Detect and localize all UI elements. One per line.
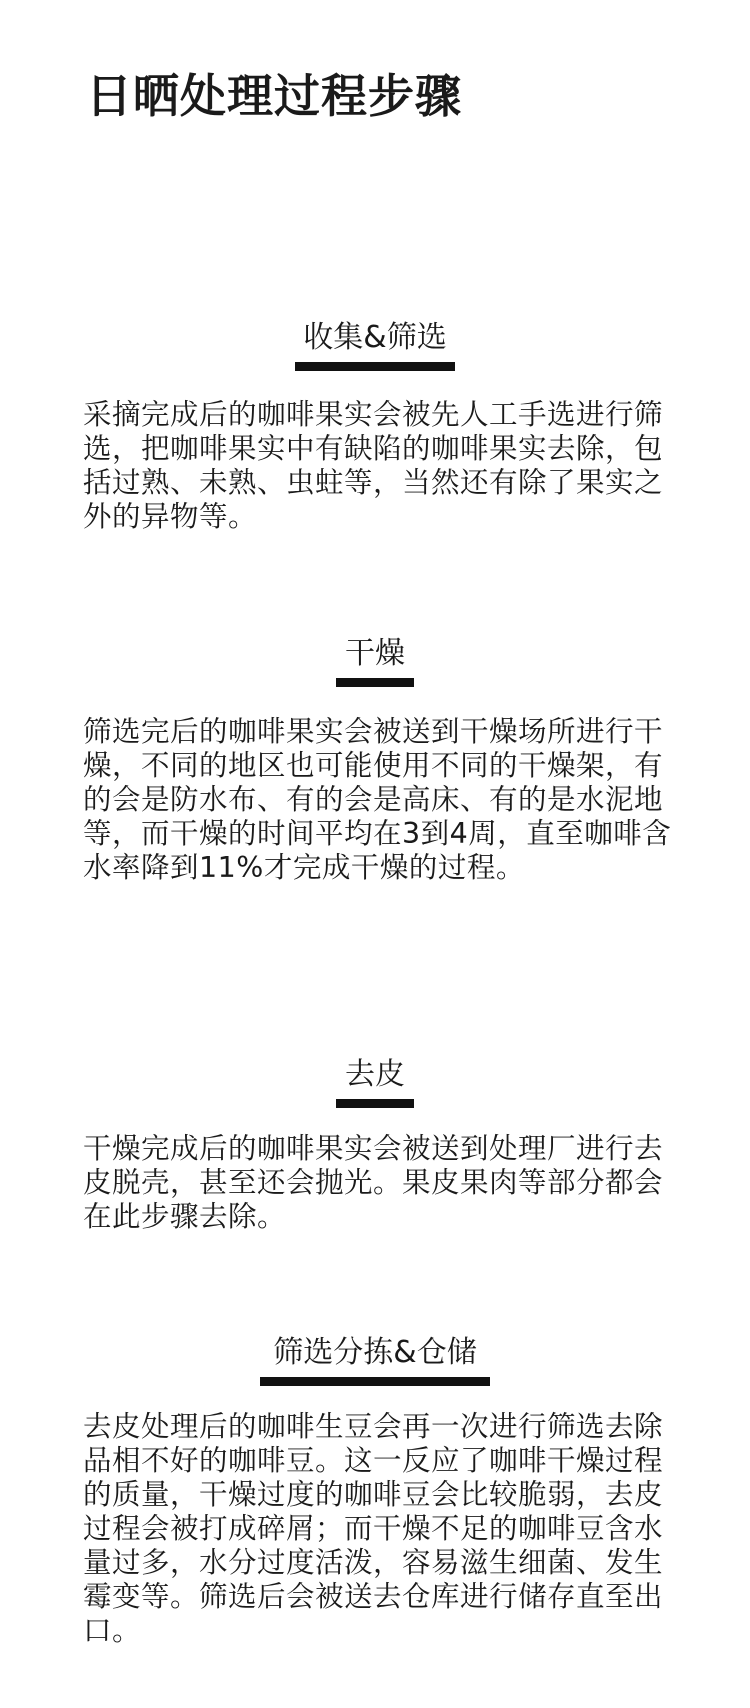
heading-underline [295,362,455,371]
heading-underline [260,1377,490,1386]
section-heading: 干燥 [345,636,405,671]
section-body: 干燥完成后的咖啡果实会被送到处理厂进行去皮脱壳，甚至还会抛光。果皮果肉等部分都会在此步骤去除。 [83,1132,664,1233]
section-heading: 筛选分拣&仓储 [273,1335,477,1370]
section-heading: 收集&筛选 [303,320,447,355]
section-hulling [0,1055,750,1108]
page-title: 日晒处理过程步骤 [86,69,462,123]
heading-underline [336,1099,414,1108]
section-body: 采摘完成后的咖啡果实会被先人工手选进行筛选，把咖啡果实中有缺陷的咖啡果实去除，包括过熟、未熟、虫蛀等，当然还有除了果实之外的异物等。 [83,398,664,533]
section-body: 筛选完后的咖啡果实会被送到干燥场所进行干燥，不同的地区也可能使用不同的干燥架，有的会是防水布、有的会是高床、有的是水泥地等，而干燥的时间平均在3到4周，直至咖啡含水率降到11%才完成干燥的过程。 [83,715,672,884]
section-heading: 去皮 [345,1057,405,1092]
section-collect-screen [0,318,750,371]
section-sorting-storage [0,1333,750,1386]
section-drying [0,634,750,687]
section-body: 去皮处理后的咖啡生豆会再一次进行筛选去除品相不好的咖啡豆。这一反应了咖啡干燥过程的质量，干燥过度的咖啡豆会比较脆弱，去皮过程会被打成碎屑；而干燥不足的咖啡豆含水量过多，水分过度活泼，容易滋生细菌、发生霉变等。筛选后会被送去仓库进行储存直至出口。 [83,1410,664,1647]
heading-underline [336,678,414,687]
